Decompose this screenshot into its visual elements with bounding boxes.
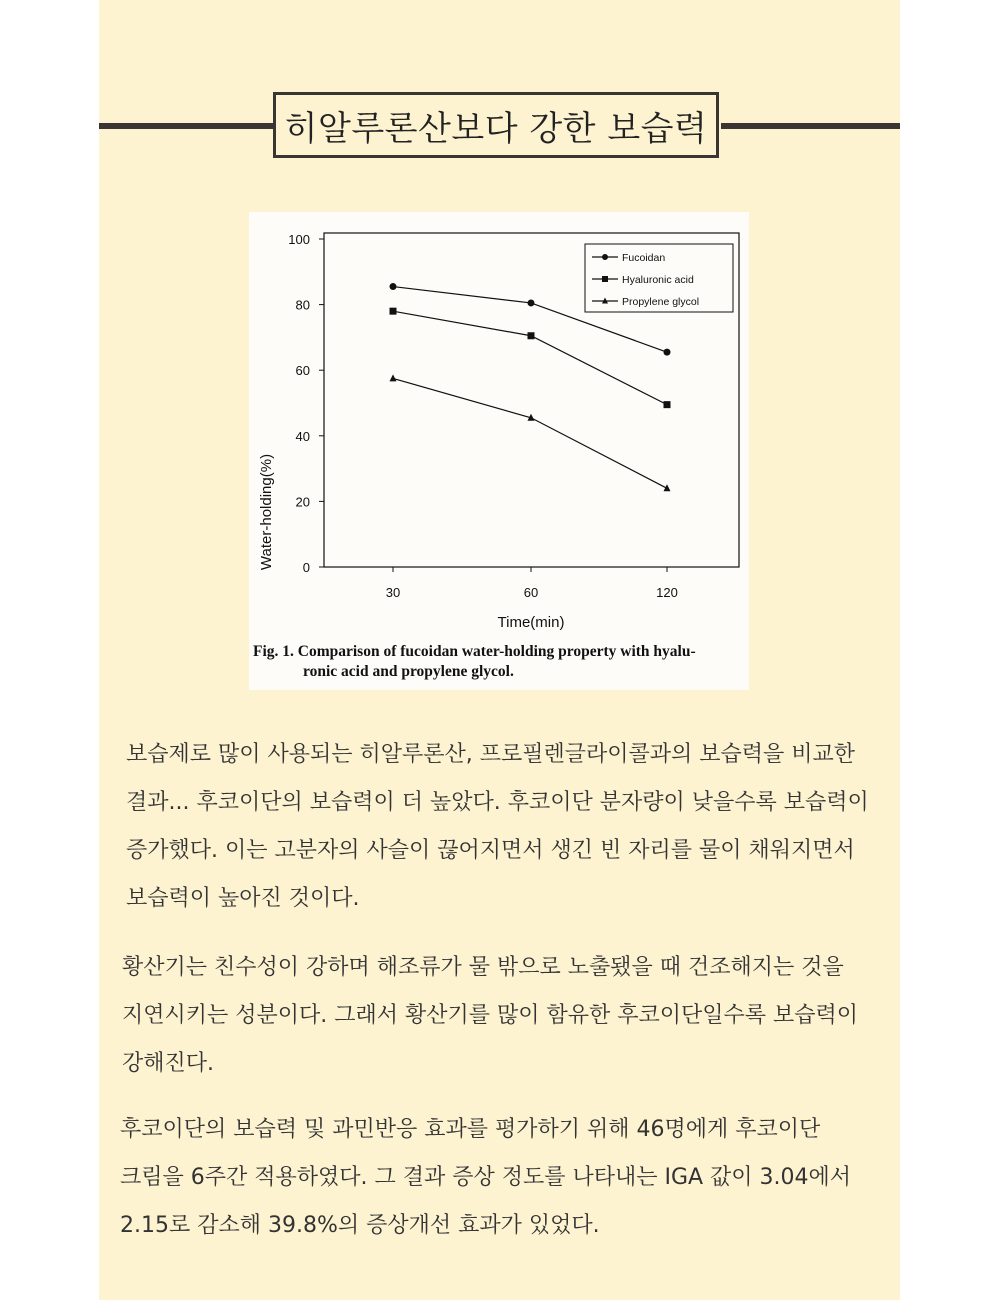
x-axis [386,567,678,600]
x-axis-label: Time(min) [497,614,565,631]
data-point [602,254,608,260]
y-tick-label: 20 [295,494,310,510]
section-title-box [273,92,719,158]
paragraph-2 [122,944,858,1088]
paragraph-line: 2.15로 감소해 39.8%의 증상개선 효과가 있었다. [120,1213,600,1238]
x-tick-label: 60 [523,585,539,600]
paragraph-3 [120,1106,851,1250]
data-point [390,283,397,290]
chart-figure [249,212,749,690]
paragraph-line: 황산기는 친수성이 강하며 해조류가 물 밖으로 노출됐을 때 건조해지는 것을 [122,955,844,980]
paragraph-line: 후코이단의 보습력 및 과민반응 효과를 평가하기 위해 46명에게 후코이단 [120,1117,821,1142]
x-tick-label: 30 [385,585,401,600]
data-point [664,349,671,356]
data-point [390,308,397,315]
data-point [528,332,535,339]
legend-label: Hyaluronic acid [622,274,694,286]
paragraph-line: 지연시키는 성분이다. 그래서 황산기를 많이 함유한 후코이단일수록 보습력이 [122,1003,859,1028]
caption-line-1: Fig. 1. Comparison of fucoidan water-holding property with hyalu- [253,643,696,660]
paragraph-line: 강해진다. [122,1051,215,1076]
title-rule-right [721,123,900,129]
y-tick-label: 100 [288,232,310,247]
y-tick-label: 0 [302,560,310,575]
data-point [664,484,671,491]
y-tick-label: 40 [295,428,310,444]
legend-label: Fucoidan [622,252,666,264]
data-point [528,299,535,306]
legend [585,244,733,312]
title-rule-left [99,123,275,129]
water-holding-chart [249,212,749,690]
paragraph-line: 보습력이 높아진 것이다. [126,886,360,911]
data-point [664,401,671,408]
x-tick-label: 120 [656,585,678,600]
series-line [393,378,667,488]
data-point [602,276,608,282]
y-axis [288,232,324,575]
caption-line-2: ronic acid and propylene glycol. [303,663,514,680]
y-tick-label: 80 [295,297,310,313]
data-point [390,374,397,381]
paragraph-line: 결과... 후코이단의 보습력이 더 높았다. 후코이단 분자량이 낮을수록 보습력이 [126,790,869,815]
paragraph-line: 증가했다. 이는 고분자의 사슬이 끊어지면서 생긴 빈 자리를 물이 채워지면서 [126,838,855,863]
series-lines [390,283,671,491]
y-axis-label: Water-holding(%) [258,453,275,571]
legend-label: Propylene glycol [622,296,700,308]
paragraph-line: 크림을 6주간 적용하였다. 그 결과 증상 정도를 나타내는 IGA 값이 3.04에서 [120,1165,852,1190]
paragraph-1 [126,731,869,923]
section-title: 히알루론산보다 강한 보습력 [284,108,708,149]
y-tick-label: 60 [295,363,310,379]
paragraph-line: 보습제로 많이 사용되는 히알루론산, 프로필렌글라이콜과의 보습력을 비교한 [126,742,856,767]
